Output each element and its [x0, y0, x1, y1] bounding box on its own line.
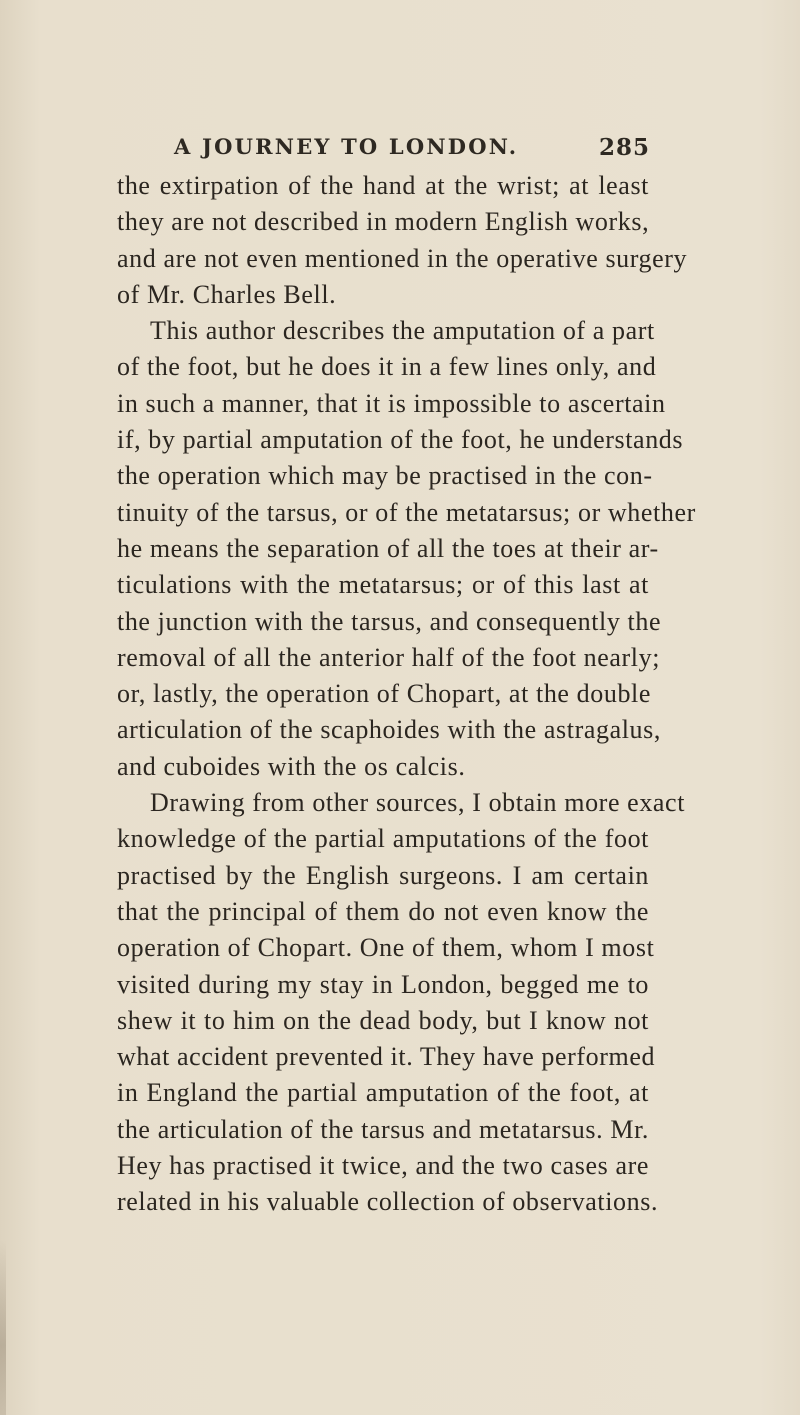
text-line: the operation which may be practised in the con- — [117, 461, 653, 491]
text-line: ticulations with the metatarsus; or of this last at — [117, 570, 649, 600]
text-line: if, by partial amputation of the foot, he understands — [117, 425, 684, 455]
text-line: articulation of the scaphoides with the astragalus, — [117, 715, 661, 745]
running-head — [174, 134, 650, 168]
text-line: and are not even mentioned in the operative surgery — [117, 243, 688, 273]
text-line: This author describes the amputation of a part — [150, 316, 655, 346]
text-line: that the principal of them do not even know the — [117, 896, 649, 926]
text-line: he means the separation of all the toes at their ar- — [117, 533, 659, 563]
text-line: Hey has practised it twice, and the two cases are — [117, 1151, 649, 1181]
text-line: or, lastly, the operation of Chopart, at the double — [117, 679, 652, 709]
page-number: 285 — [598, 134, 650, 161]
text-line: the extirpation of the hand at the wrist; at least — [117, 171, 649, 200]
text-line: practised by the English surgeons. I am certain — [117, 860, 649, 890]
text-line: shew it to him on the dead body, but I know not — [117, 1005, 649, 1035]
text-line: the junction with the tarsus, and consequently the — [117, 606, 662, 636]
text-line: tinuity of the tarsus, or of the metatarsus; or whether — [117, 497, 696, 527]
text-line: in such a manner, that it is impossible to ascertain — [117, 388, 666, 418]
text-line: of Mr. Charles Bell. — [117, 279, 337, 309]
text-line: and cuboides with the os calcis. — [117, 751, 466, 781]
body-text — [117, 168, 696, 1221]
text-line: what accident prevented it. They have performed — [117, 1042, 656, 1072]
text-line: knowledge of the partial amputations of the foot — [117, 824, 649, 854]
text-line: related in his valuable collection of observations. — [117, 1187, 659, 1217]
text-line: the articulation of the tarsus and metatarsus. Mr. — [117, 1114, 649, 1144]
text-line: they are not described in modern English works, — [117, 207, 650, 237]
text-line: of the foot, but he does it in a few lines only, and — [117, 352, 657, 382]
running-title: A JOURNEY TO LONDON. — [174, 134, 519, 159]
text-line: Drawing from other sources, I obtain more exact — [150, 788, 686, 818]
text-line: in England the partial amputation of the foot, at — [117, 1078, 649, 1108]
text-line: removal of all the anterior half of the foot nearly; — [117, 642, 661, 672]
text-line: visited during my stay in London, begged me to — [117, 969, 649, 999]
text-line: operation of Chopart. One of them, whom I most — [117, 933, 655, 963]
page-edge-shadow — [0, 1240, 6, 1415]
